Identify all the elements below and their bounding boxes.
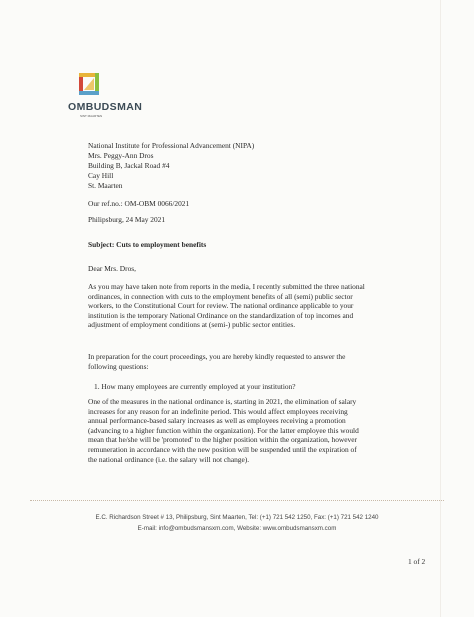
paragraph-line: ordinances, in connection with cuts to the employment benefits of all (semi) public sector bbox=[88, 291, 353, 301]
paragraph-line: increases for any reason for an indefinite period. This would affect employees receiving bbox=[88, 406, 348, 416]
paragraph-line: (advancing to a higher function within the organization). For the latter employee this would bbox=[88, 425, 359, 435]
question-1: 1. How many employees are currently employed at your institution? bbox=[94, 382, 296, 391]
footer-address: E.C. Richardson Street # 13, Philipsburg, Sint Maarten, Tel: (+1) 721 542 1250, Fax: (+1) 721 542 1240 bbox=[95, 514, 379, 521]
paragraph-salary-measures bbox=[88, 397, 406, 464]
paragraph-line: In preparation for the court proceedings, you are hereby kindly requested to answer the bbox=[88, 352, 346, 361]
page-number: 1 of 2 bbox=[408, 557, 426, 566]
paragraph-line: remuneration in accordance with the new position will be suspended until the expiration of bbox=[88, 444, 357, 454]
paragraph-line: the national ordinance (i.e. the salary will not change). bbox=[88, 454, 250, 464]
paragraph-line: following questions: bbox=[88, 361, 149, 371]
reference-number: Our ref.no.: OM-OBM 0066/2021 bbox=[88, 199, 190, 208]
recipient-address bbox=[88, 141, 254, 191]
paragraph-line: institution is the temporary National Ordinance on the standardization of top incomes and bbox=[88, 310, 354, 320]
subject-line: Subject: Cuts to employment benefits bbox=[88, 240, 207, 249]
address-line: National Institute for Professional Advancement (NIPA) bbox=[88, 141, 255, 150]
address-line: Cay Hill bbox=[88, 171, 114, 180]
paragraph-line: adjustment of employment conditions at (semi-) public sector entities. bbox=[88, 320, 296, 330]
footer-divider bbox=[30, 500, 444, 501]
paragraph-media-reports bbox=[88, 282, 406, 330]
address-line: Mrs. Peggy-Ann Dros bbox=[88, 151, 154, 160]
paragraph-line: One of the measures in the national ordinance is, starting in 2021, the elimination of salary bbox=[88, 397, 357, 406]
address-line: Building B, Jackal Road #4 bbox=[88, 161, 170, 170]
date-line: Philipsburg, 24 May 2021 bbox=[88, 215, 166, 224]
salutation: Dear Mrs. Dros, bbox=[88, 264, 137, 273]
paragraph-line: mean that he/she will be 'promoted' to the higher position within the organization, however bbox=[88, 435, 357, 445]
logo-subtitle: SINT MAARTEN bbox=[80, 114, 103, 118]
paragraph-line: annual performance-based salary increases as well as employees receiving a promotion bbox=[88, 416, 346, 426]
footer-contact: E-mail: info@ombudsmansxm.com, Website: www.ombudsmansxm.com bbox=[137, 525, 337, 532]
paragraph-court-proceedings bbox=[88, 352, 406, 371]
logo-mark-icon bbox=[77, 72, 101, 98]
address-line: St. Maarten bbox=[88, 181, 123, 190]
paragraph-line: As you may have taken note from reports in the media, I recently submitted the three national bbox=[88, 282, 365, 291]
ombudsman-logo bbox=[70, 72, 140, 98]
paragraph-line: workers, to the Constitutional Court for review. The national ordinance applicable to your bbox=[88, 301, 354, 311]
logo-wordmark: OMBUDSMAN bbox=[68, 101, 143, 113]
